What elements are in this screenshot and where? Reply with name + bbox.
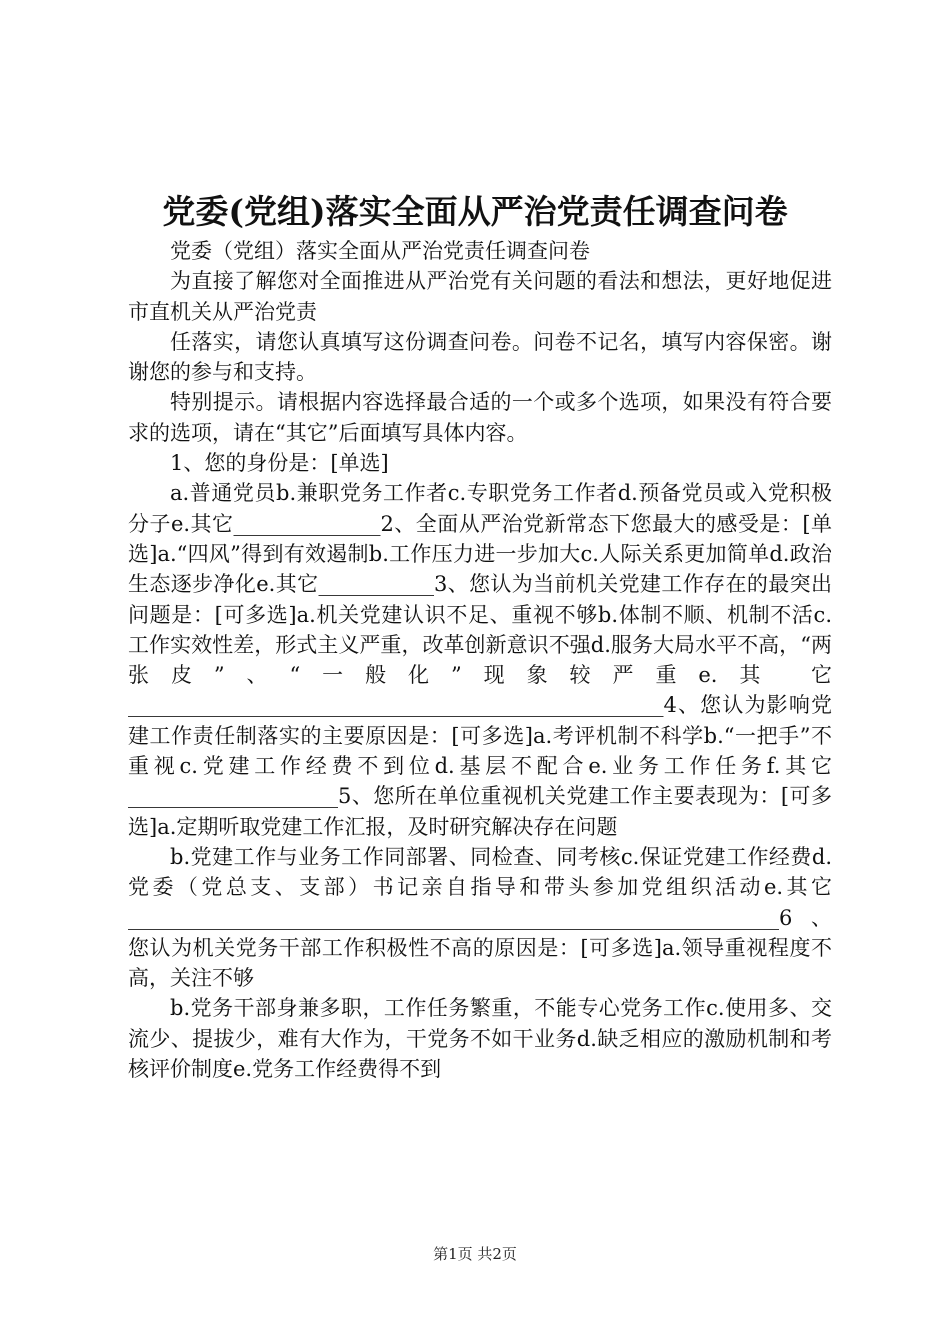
document-body (128, 236, 832, 1084)
questions-block-1: a.普通党员b.兼职党务工作者c.专职党务工作者d.预备党员或入党积极分子e.其它______________2、全面从严治党新常态下您最大的感受是：[单选]a.“四风”得到有效遏制b.工作压力进一步加大c.人际关系更加简单d.政治生态逐步净化e.其它___________3、您认为当前机关党建工作存在的最突出问题是：[可多选]a.机关党建认识不足、重视不够b.体制不顺、机制不活c.工作实效性差，形式主义严重，改革创新意识不强d.服务大局水平不高，“两张皮”、“一般化”现象较严重e.其 它___________________________________________________4、您认为影响党建工作责任制落实的主要原因是：[可多选]a.考评机制不科学b.“一把手”不重视c.党建工作经费不到位d.基层不配合e.业务工作任务f.其它____________________5、您所在单位重视机关党建工作主要表现为：[可多选]a.定期听取党建工作汇报，及时研究解决存在问题 (128, 481, 832, 839)
questions-block-2: b.党建工作与业务工作同部署、同检查、同考核c.保证党建工作经费d.党委（党总支、支部）书记亲自指导和带头参加党组织活动e.其它______________________________________________________________6、您认为机关党务干部工作积极性不高的原因是：[可多选]a.领导重视程度不高，关注不够 (128, 844, 832, 991)
page-number: 第1页 共2页 (433, 1245, 517, 1263)
paragraph-intro: 为直接了解您对全面推进从严治党有关问题的看法和想法，更好地促进市直机关从严治党责 (128, 269, 832, 324)
document-title: 党委(党组)落实全面从严治党责任调查问卷 (162, 192, 788, 231)
questions-block-3: b.党务干部身兼多职，工作任务繁重，不能专心党务工作c.使用多、交流少、提拔少，难有大作为，干党务不如干业务d.缺乏相应的激励机制和考核评价制度e.党务工作经费得不到 (128, 996, 832, 1082)
paragraph-subtitle: 党委（党组）落实全面从严治党责任调查问卷 (170, 239, 590, 263)
question-1: 1、您的身份是：[单选] (170, 451, 389, 476)
paragraph-special-note: 特别提示。请根据内容选择最合适的一个或多个选项，如果没有符合要求的选项，请在“其它”后面填写具体内容。 (128, 390, 832, 445)
paragraph-intro-continued: 任落实，请您认真填写这份调查问卷。问卷不记名，填写内容保密。谢谢您的参与和支持。 (128, 329, 832, 385)
